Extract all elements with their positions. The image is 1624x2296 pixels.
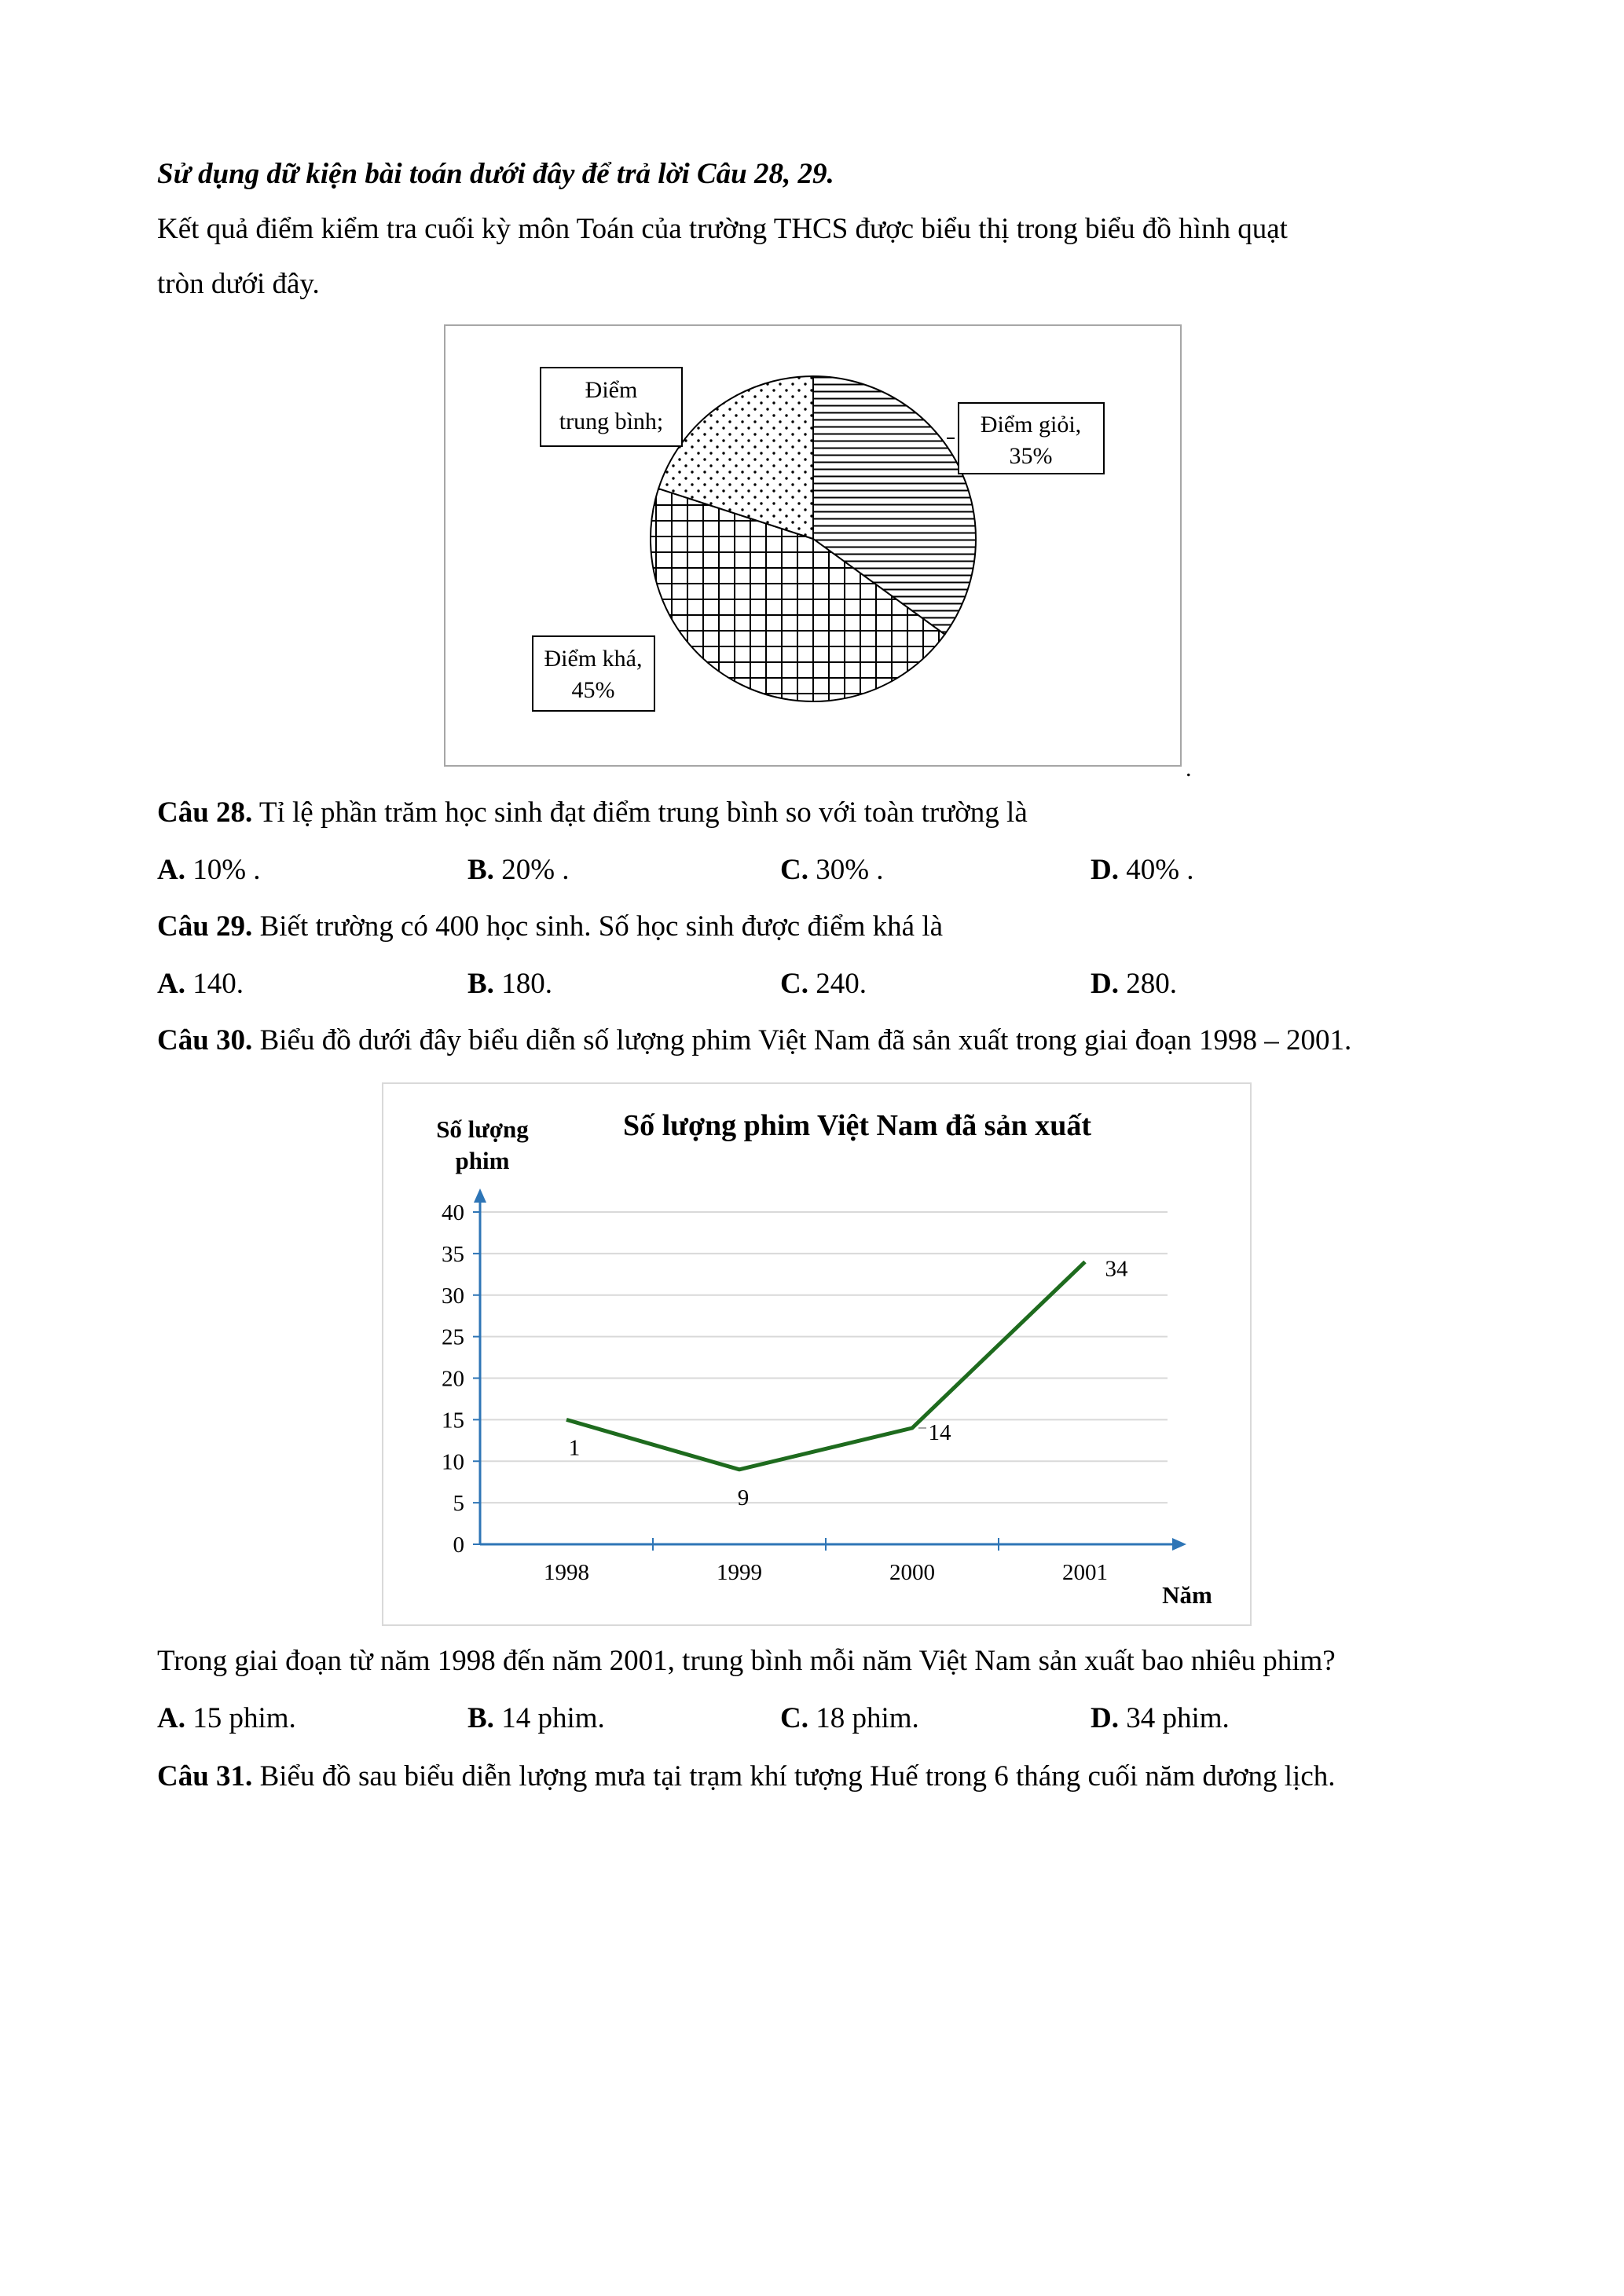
y-tick-label: 35: [442, 1241, 464, 1267]
q29-option-c[interactable]: [780, 965, 867, 1004]
y-tick-label: 0: [453, 1532, 464, 1558]
question-28: [157, 793, 1028, 833]
q28-option-a[interactable]: [157, 851, 261, 890]
q29-option-d-text: 280.: [1118, 968, 1177, 1000]
q28-option-c-letter: C.: [780, 854, 808, 886]
q28-option-d-text: 40% .: [1118, 854, 1194, 886]
context-text-line1: Kết quả điểm kiểm tra cuối kỳ môn Toán của trường THCS được biểu thị trong biểu đồ hình quạt: [157, 213, 1288, 245]
question-29-text: Biết trường có 400 học sinh. Số học sinh được điểm khá là: [252, 910, 944, 943]
y-tick-label: 30: [442, 1283, 464, 1309]
y-tick-label: 40: [442, 1200, 464, 1225]
q28-option-b[interactable]: [467, 851, 570, 890]
question-30-followup: Trong giai đoạn từ năm 1998 đến năm 2001, trung bình mỗi năm Việt Nam sản xuất bao nhiêu phim?: [157, 1645, 1336, 1677]
question-28-number: Câu 28.: [157, 796, 253, 829]
q28-option-d[interactable]: [1091, 851, 1194, 890]
q29-option-c-text: 240.: [808, 968, 867, 1000]
label-good-line1: Điểm giỏi,: [980, 412, 1082, 438]
question-30-text: Biểu đồ dưới đây biểu diễn số lượng phim Việt Nam đã sản xuất trong giai đoạn 1998 – 2001.: [252, 1024, 1352, 1056]
line-chart-figure: [382, 1082, 1258, 1636]
question-30-number: Câu 30.: [157, 1024, 253, 1056]
q30-option-a-text: 15 phim.: [185, 1702, 296, 1734]
q30-option-a[interactable]: [157, 1699, 296, 1738]
q30-option-b-text: 14 phim.: [493, 1702, 605, 1734]
question-30: [157, 1021, 1351, 1060]
q28-option-a-letter: A.: [157, 854, 185, 886]
q30-option-d-letter: D.: [1091, 1702, 1119, 1734]
q30-option-c-text: 18 phim.: [808, 1702, 919, 1734]
q30-option-c[interactable]: [780, 1699, 919, 1738]
q29-option-b[interactable]: [467, 965, 552, 1004]
y-tick-label: 5: [453, 1491, 464, 1517]
q28-option-c-text: 30% .: [808, 854, 884, 886]
data-label-1999: 9: [737, 1485, 750, 1511]
q29-option-a-text: 140.: [185, 968, 244, 1000]
question-31-text: Biểu đồ sau biểu diễn lượng mưa tại trạm khí tượng Huế trong 6 tháng cuối năm dương lịch.: [252, 1760, 1336, 1792]
data-label-2001: 34: [1105, 1256, 1128, 1282]
data-label-2000: 14: [928, 1419, 951, 1445]
q29-option-a[interactable]: [157, 965, 244, 1004]
q30-option-d[interactable]: [1091, 1699, 1230, 1738]
q29-option-d-letter: D.: [1091, 968, 1119, 1000]
y-axis-label-line1: Số lượng: [436, 1115, 529, 1143]
y-axis-label-line2: phim: [455, 1147, 510, 1174]
q30-option-a-letter: A.: [157, 1702, 185, 1734]
q30-option-d-text: 34 phim.: [1118, 1702, 1230, 1734]
q30-option-c-letter: C.: [780, 1702, 808, 1734]
question-31: [157, 1757, 1336, 1796]
q28-option-b-letter: B.: [467, 854, 494, 886]
label-average-line1: Điểm: [585, 377, 638, 403]
q28-option-d-letter: D.: [1091, 854, 1119, 886]
context-text-line2: tròn dưới đây.: [157, 268, 320, 300]
x-tick-label-2001: 2001: [1062, 1560, 1108, 1585]
q29-option-c-letter: C.: [780, 968, 808, 1000]
data-label-1998: 1: [568, 1435, 581, 1461]
label-good-line2: 35%: [1009, 443, 1053, 469]
x-tick-label-1998: 1998: [544, 1560, 589, 1585]
q30-option-b-letter: B.: [467, 1702, 494, 1734]
q28-option-b-text: 20% .: [493, 854, 570, 886]
y-tick-label: 25: [442, 1324, 464, 1350]
x-tick-label-1999: 1999: [717, 1560, 762, 1585]
q29-option-d[interactable]: [1091, 965, 1177, 1004]
question-29: [157, 907, 943, 947]
trailing-dot: .: [1186, 756, 1192, 782]
label-fair-line1: Điểm khá,: [544, 646, 643, 672]
line-chart-title: Số lượng phim Việt Nam đã sản xuất: [622, 1109, 1092, 1142]
y-tick-label: 15: [442, 1408, 464, 1434]
q29-option-b-letter: B.: [467, 968, 494, 1000]
question-31-number: Câu 31.: [157, 1760, 253, 1792]
q28-option-a-text: 10% .: [185, 854, 261, 886]
y-tick-label: 20: [442, 1366, 464, 1392]
question-28-text: Tỉ lệ phần trăm học sinh đạt điểm trung bình so với toàn trường là: [252, 796, 1028, 829]
question-29-number: Câu 29.: [157, 910, 253, 943]
pie-chart-figure: [444, 324, 1192, 782]
q28-option-c[interactable]: [780, 851, 884, 890]
q29-option-a-letter: A.: [157, 968, 185, 1000]
q29-option-b-text: 180.: [493, 968, 552, 1000]
x-tick-label-2000: 2000: [889, 1560, 935, 1585]
line-chart: [382, 1082, 1258, 1632]
label-average-line2: trung bình;: [559, 408, 664, 434]
q30-option-b[interactable]: [467, 1699, 605, 1738]
x-axis-label: Năm: [1162, 1581, 1212, 1609]
instruction-heading: Sử dụng dữ kiện bài toán dưới đây để trả lời Câu 28, 29.: [157, 158, 834, 190]
pie-chart: [444, 324, 1192, 782]
label-fair-line2: 45%: [571, 677, 615, 703]
y-tick-label: 10: [442, 1449, 464, 1475]
